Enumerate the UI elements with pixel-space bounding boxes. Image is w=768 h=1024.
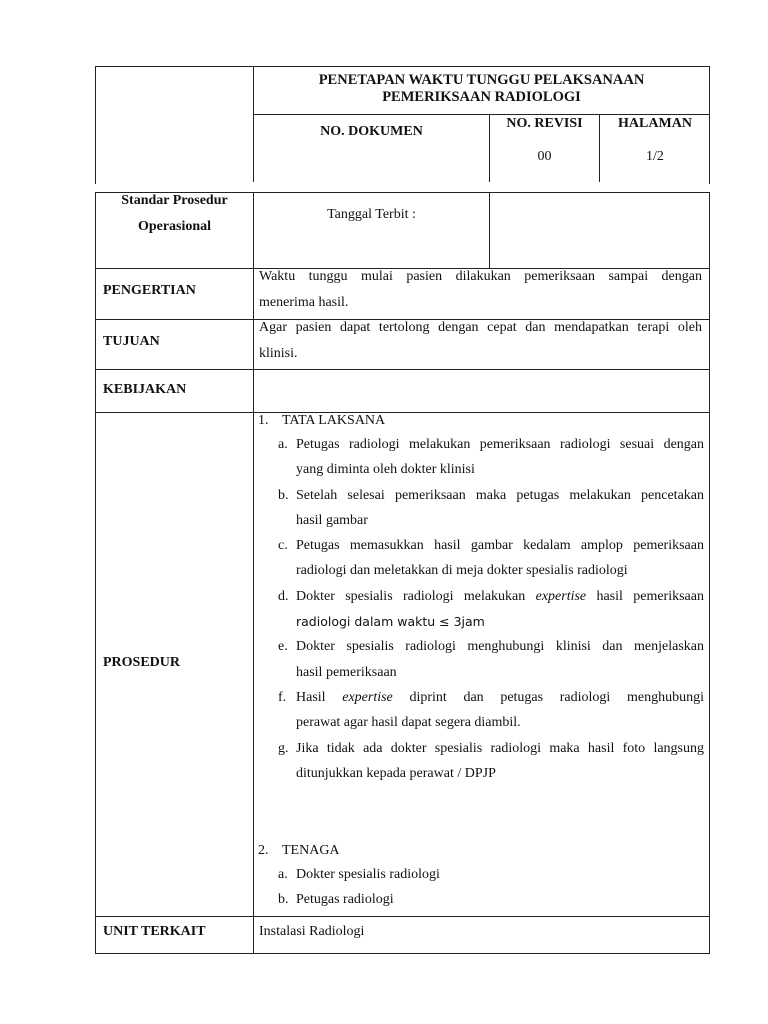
- list-marker: e.: [278, 639, 288, 655]
- sop-label-line2: Operasional: [137, 219, 212, 234]
- tanggal-divider: [489, 192, 490, 268]
- list-marker: a.: [278, 867, 288, 883]
- no-dokumen-label: NO. DOKUMEN: [320, 124, 423, 139]
- list-item: [254, 533, 704, 584]
- document-title-line2: PEMERIKSAAN RADIOLOGI: [382, 89, 581, 105]
- section-title: TENAGA: [282, 843, 340, 859]
- list-item-line1: Dokter spesialis radiologi menghubungi klinisi dan menjelaskan: [296, 639, 704, 655]
- list-item-line2: radiologi dan meletakkan di meja dokter spesialis radiologi: [296, 563, 628, 579]
- list-item-text: Petugas radiologi: [296, 892, 394, 908]
- pengertian-line1: Waktu tunggu mulai pasien dilakukan pemeriksaan sampai dengan: [259, 269, 702, 284]
- list-item-line2: hasil gambar: [296, 512, 368, 528]
- list-item-line1: [296, 584, 704, 609]
- row-divider-5: [95, 916, 710, 917]
- list-item: [254, 432, 704, 483]
- list-item-line2: ditunjukkan kepada perawat / DPJP: [296, 765, 496, 781]
- tujuan-line2: klinisi.: [259, 346, 298, 361]
- list-item-text-pre: Hasil: [296, 689, 343, 705]
- list-item-line1: [296, 685, 704, 710]
- list-marker: b.: [278, 487, 289, 503]
- list-item-text-post: diprint dan petugas radiologi menghubungi: [392, 689, 704, 705]
- prosedur-label: PROSEDUR: [103, 655, 181, 670]
- unit-terkait-value: Instalasi Radiologi: [259, 924, 365, 939]
- list-item: [254, 584, 704, 635]
- tujuan-text: [259, 315, 702, 367]
- list-item-line1: Setelah selesai pemeriksaan maka petugas melakukan pencetakan: [296, 487, 704, 503]
- list-item-text-post: hasil pemeriksaan: [586, 588, 704, 604]
- list-marker: a.: [278, 437, 288, 452]
- kebijakan-label: KEBIJAKAN: [103, 382, 187, 397]
- prosedur-content: [254, 410, 704, 913]
- list-item-line2: hasil pemeriksaan: [296, 664, 397, 680]
- list-marker: c.: [278, 538, 288, 554]
- no-revisi-value: 00: [537, 149, 552, 164]
- pengertian-line2: menerima hasil.: [259, 295, 349, 310]
- list-item: [254, 862, 704, 887]
- section-tata-laksana: [254, 410, 704, 432]
- section-tenaga: [254, 840, 704, 862]
- list-item-line2: perawat agar hasil dapat segera diambil.: [296, 715, 521, 731]
- list-item-line1: Jika tidak ada dokter spesialis radiologi maka hasil foto langsung: [296, 740, 704, 756]
- halaman-label: HALAMAN: [618, 116, 692, 131]
- pengertian-label: PENGERTIAN: [103, 283, 196, 298]
- tanggal-terbit-label: Tanggal Terbit :: [327, 207, 416, 222]
- list-item: [254, 634, 704, 685]
- halaman-value: 1/2: [646, 149, 664, 164]
- list-item-emphasis: expertise: [535, 588, 587, 604]
- list-item-emphasis: expertise: [342, 689, 393, 705]
- document-title-line1: PENETAPAN WAKTU TUNGGU PELAKSANAAN: [318, 72, 645, 88]
- row-divider-3: [95, 369, 710, 370]
- list-item-line2: radiologi dalam waktu ≤ 3jam: [296, 614, 485, 630]
- pengertian-text: [259, 264, 702, 316]
- list-item-line1: Petugas radiologi melakukan pemeriksaan radiologi sesuai dengan: [296, 437, 704, 452]
- tujuan-label: TUJUAN: [103, 334, 160, 349]
- sop-label-line1: Standar Prosedur: [121, 193, 228, 208]
- list-marker: b.: [278, 892, 289, 908]
- section-number: 1.: [258, 413, 269, 428]
- list-item-line1: Petugas memasukkan hasil gambar kedalam amplop pemeriksaan: [296, 538, 704, 554]
- list-marker: f.: [278, 689, 287, 705]
- unit-terkait-label: UNIT TERKAIT: [103, 924, 206, 939]
- list-marker: g.: [278, 740, 289, 756]
- list-item: [254, 887, 704, 912]
- section-number: 2.: [258, 843, 269, 859]
- list-item: [254, 736, 704, 787]
- list-item: [254, 685, 704, 736]
- spacer: [254, 786, 704, 840]
- section-title: TATA LAKSANA: [282, 413, 386, 428]
- list-item-text-pre: Dokter spesialis radiologi melakukan: [296, 588, 536, 604]
- tujuan-line1: Agar pasien dapat tertolong dengan cepat dan mendapatkan terapi oleh: [259, 320, 702, 335]
- list-item: [254, 483, 704, 534]
- list-marker: d.: [278, 588, 289, 604]
- list-item-text: Dokter spesialis radiologi: [296, 867, 440, 883]
- document-title: [254, 72, 709, 106]
- list-item-line2: yang diminta oleh dokter klinisi: [296, 462, 475, 478]
- no-revisi-label: NO. REVISI: [506, 116, 583, 131]
